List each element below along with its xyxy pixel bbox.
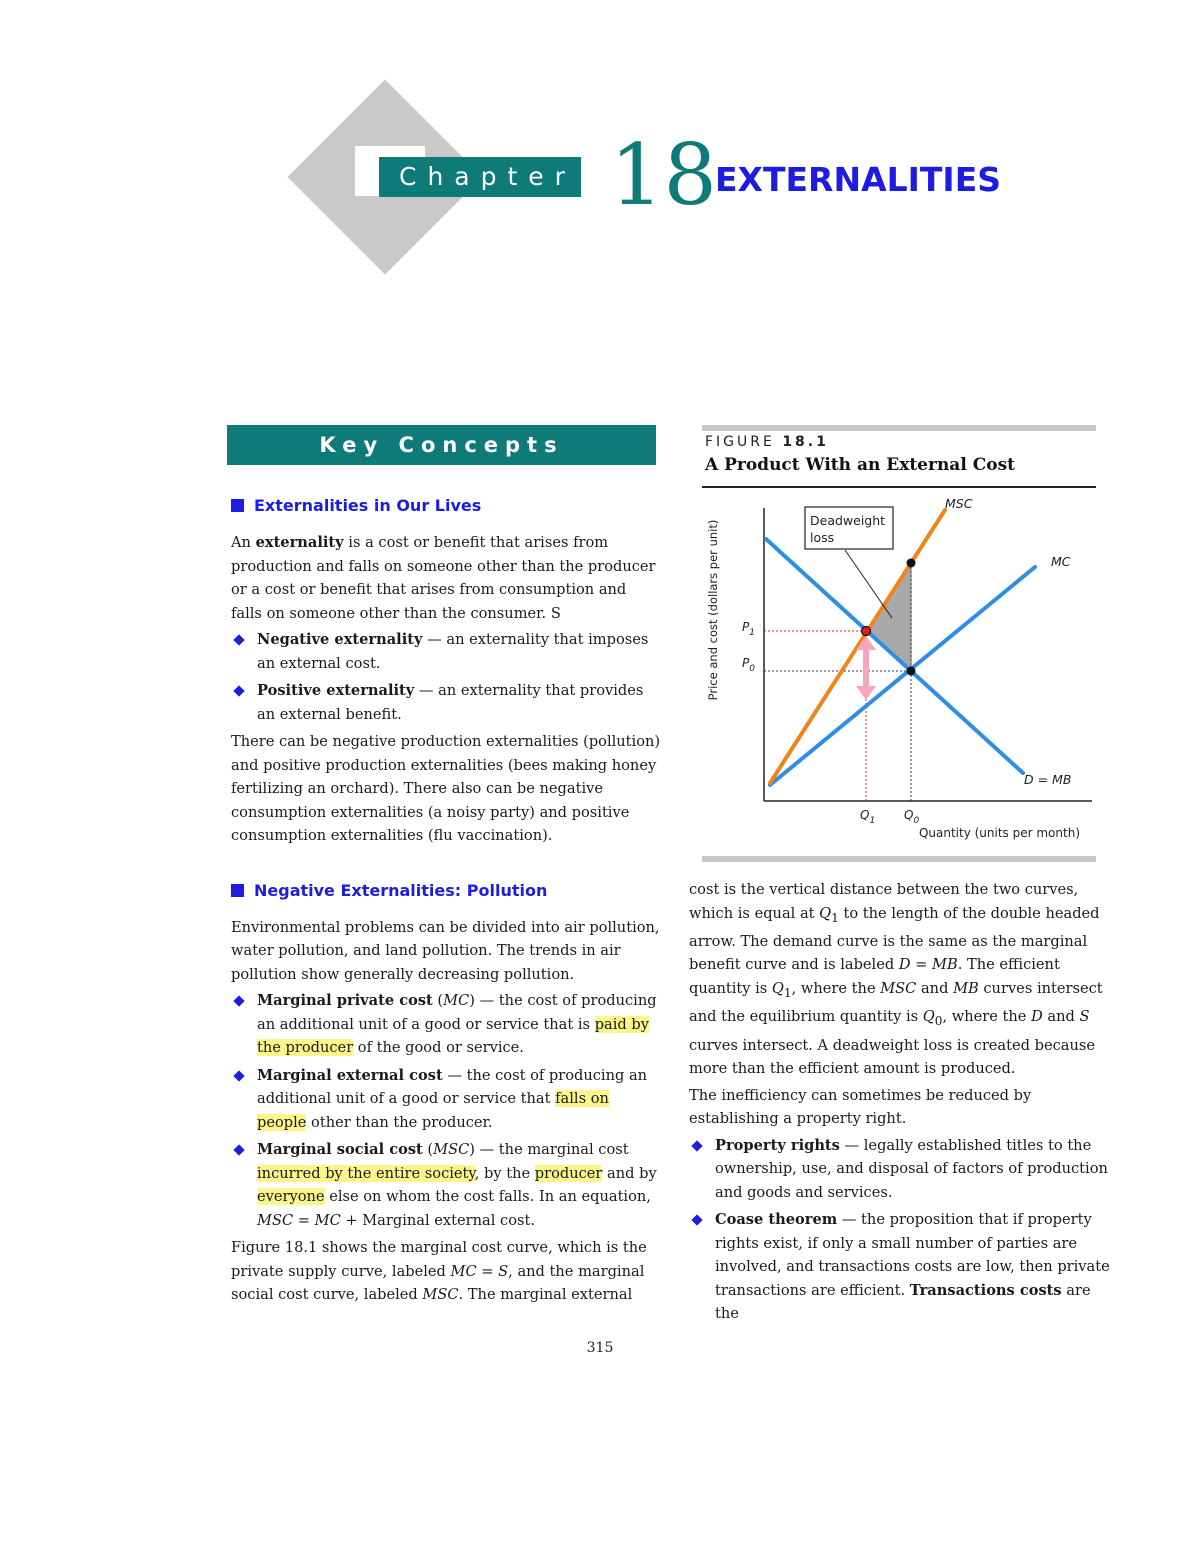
series-label-mc: MC	[1051, 554, 1071, 569]
pollution-closing: Figure 18.1 shows the marginal cost curve, which is the private supply curve, labeled MC = S, and the marginal social cost curve, labeled MSC. The marginal external	[231, 1239, 647, 1303]
pollution-intro: Environmental problems can be divided into air pollution, water pollution, and land pollution. The trends in air pollution show generally decreasing pollution.	[231, 918, 660, 983]
figure-title-rule	[702, 486, 1096, 488]
series-line-demand	[766, 539, 1023, 773]
list-item: Marginal external cost — the cost of producing an additional unit of a good or service that falls on people other than the producer.	[231, 1064, 661, 1135]
list-item: Positive externality — an externality that provides an external benefit.	[231, 679, 661, 726]
continued-paragraph: cost is the vertical distance between the two curves, which is equal at $Q_1$ to the length of the double headed arrow. The demand curve is the same as the marginal benefit curve and is labeled D = MB. The efficient quantity is $Q_1$, where the MSC and MB curves intersect and the equilibrium quantity is $Q_0$, where the D and S curves intersect. A deadweight loss is created because more than the efficient amount is produced.	[689, 881, 1103, 1078]
diamond-bullet-icon	[233, 685, 244, 696]
diamond-bullet-icon	[233, 1144, 244, 1155]
x-tick-label-q1: $Q_1$	[860, 808, 876, 826]
list-item: Marginal private cost (MC) — the cost of producing an additional unit of a good or service that is paid by the producer of the good or service.	[231, 989, 661, 1060]
deadweight-label-line1: Deadweight	[810, 513, 886, 528]
y-tick-label-p1: $P_1$	[742, 620, 755, 638]
efficient-point	[862, 627, 871, 636]
list-item: Negative externality — an externality that imposes an external cost.	[231, 628, 661, 675]
x-axis-label: Quantity (units per month)	[918, 826, 1080, 840]
chapter-number: 18	[610, 126, 717, 224]
section-heading-pollution: Negative Externalities: Pollution	[231, 881, 661, 900]
chapter-title: EXTERNALITIES	[715, 160, 1002, 199]
figure-top-rule	[702, 425, 1096, 431]
equilibrium-point	[907, 667, 916, 676]
right-column	[689, 878, 1119, 1330]
figure-title: A Product With an External Cost	[705, 455, 1015, 475]
list-item: Coase theorem — the proposition that if property rights exist, if only a small number of parties are involved, and transactions costs are low, then private transactions are efficient. Transactions costs are the	[689, 1208, 1119, 1326]
list-item: Marginal social cost (MSC) — the marginal cost incurred by the entire society, by the producer and by everyone else on whom the cost falls. In an equation, MSC = MC + Marginal external cost.	[231, 1138, 661, 1232]
diamond-bullet-icon	[691, 1140, 702, 1151]
diamond-bullet-icon	[691, 1215, 702, 1226]
section-heading-externalities: Externalities in Our Lives	[231, 496, 661, 515]
property-right-intro: The inefficiency can sometimes be reduced by establishing a property right.	[689, 1086, 1032, 1128]
diamond-bullet-icon	[233, 995, 244, 1006]
series-label-msc: MSC	[945, 496, 973, 511]
series-label-demand: D = MB	[1024, 772, 1072, 787]
externalities-closing: There can be negative production externalities (pollution) and positive production externalities (bees making honey fertilizing an orchard). There also can be negative consumption externalities (a noisy party) and positive consumption externalities (flu vaccination).	[231, 733, 661, 844]
list-item: Property rights — legally established titles to the ownership, use, and disposal of factors of production and goods and services.	[689, 1134, 1119, 1205]
deadweight-label-line2: loss	[810, 530, 835, 545]
deadweight-loss-area	[866, 563, 911, 671]
deadweight-pointer	[845, 550, 892, 618]
x-tick-label-q0: $Q_0$	[904, 808, 920, 826]
externality-definition: An externality is a cost or benefit that arises from production and falls on someone other than the producer or a cost or benefit that arises from consumption and falls on someone other than the consumer. S	[231, 534, 656, 622]
figure-label: FIGURE 18.1	[705, 434, 829, 450]
y-axis-label: Price and cost (dollars per unit)	[706, 519, 720, 701]
msc-at-q0-point	[907, 559, 916, 568]
left-column	[231, 496, 661, 1310]
externality-chart	[700, 490, 1100, 850]
series-line-msc	[770, 510, 945, 783]
key-concepts-banner: Key Concepts	[227, 425, 656, 465]
square-bullet-icon	[231, 884, 244, 897]
diamond-bullet-icon	[233, 634, 244, 645]
chapter-label: Chapter	[379, 157, 581, 197]
diamond-bullet-icon	[233, 1070, 244, 1081]
square-bullet-icon	[231, 499, 244, 512]
figure-bottom-rule	[702, 856, 1096, 862]
y-tick-label-p0: $P_0$	[742, 656, 755, 674]
page-number: 315	[586, 1340, 614, 1356]
